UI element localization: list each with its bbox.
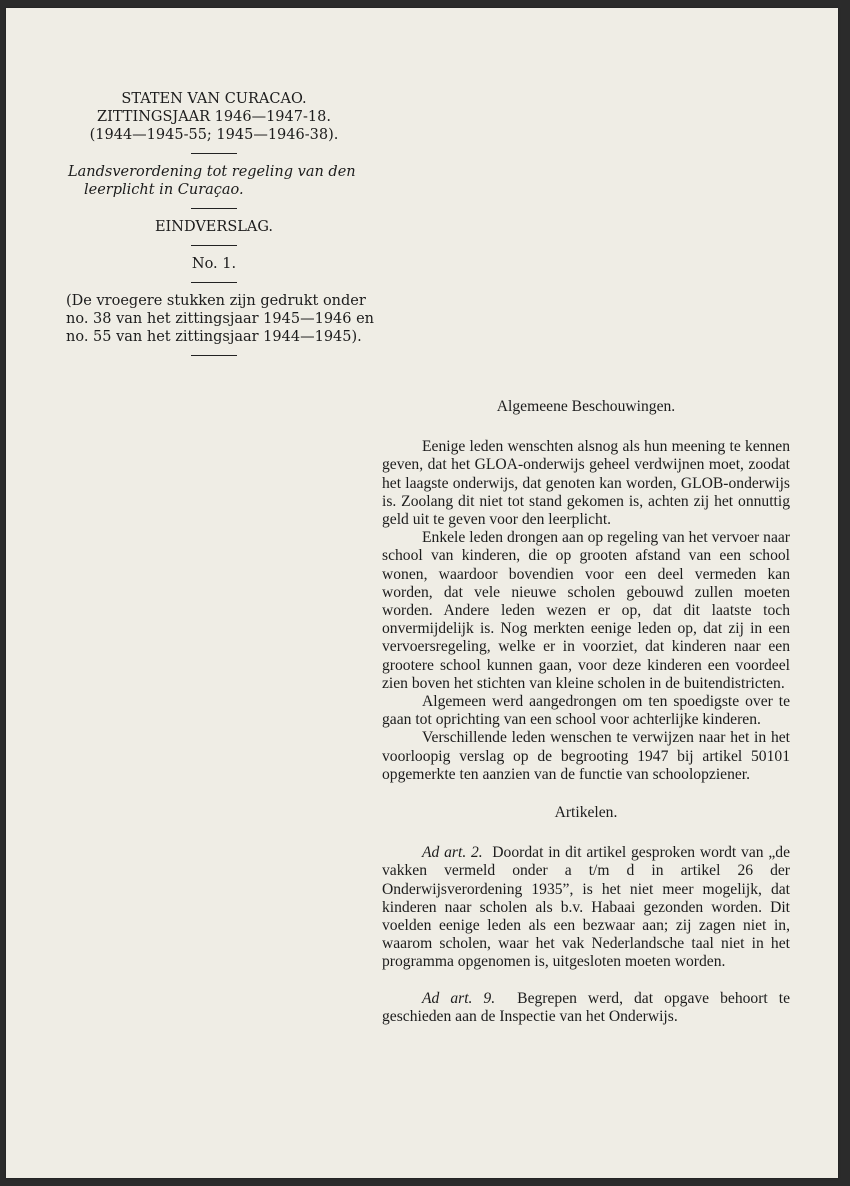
paragraph: Eenige leden wenschten alsnog als hun meening te kennen geven, dat het GLOA-onderwijs geheel verdwijnen moet, zoodat het laagste onderwijs, dat genoten kan worden, GLOB-onderwijs is. Zoolang dit niet tot stand gekomen is, achten zij het onnuttig geld uit te geven voor den leerplicht. — [382, 438, 790, 529]
subject-line: leerplicht in Curaçao. — [84, 182, 244, 198]
session-year: ZITTINGSJAAR 1946—1947-18. — [97, 109, 331, 125]
divider — [191, 153, 237, 154]
note-line: (De vroegere stukken zijn gedrukt onder — [66, 293, 366, 309]
divider — [191, 208, 237, 209]
header-block — [66, 90, 375, 365]
article-9-paragraph — [382, 990, 790, 1026]
document-number: No. 1. — [191, 256, 237, 272]
article-2-label: Ad art. 2. — [422, 844, 483, 862]
divider — [191, 355, 237, 356]
paragraph: Enkele leden drongen aan op regeling van het vervoer naar school van kinderen, die op grooten afstand van een school wonen, waardoor bovendien voor een deel vermeden kan worden, dat vele nieuwe scholen gebouwd zullen moeten worden. Andere leden wezen er op, dat dit laatste toch onvermijdelijk is. Nog merkten eenige leden op, dat zij in een vervoersregeling, welke er in voorziet, dat kinderen naar een grootere school kunnen gaan, voor deze kinderen een voordeel zien boven het stichten van kleine scholen in de buitendistricten. — [382, 529, 790, 692]
spacer — [382, 972, 790, 990]
paragraph: Algemeen werd aangedrongen om ten spoedigste over te gaan tot oprichting van een school voor achterlijke kinderen. — [382, 693, 790, 729]
ordinance-subject — [66, 163, 362, 199]
article-9-text: Begrepen werd, dat opgave behoort te geschieden aan de Inspectie van het Onderwijs. — [382, 989, 791, 1025]
divider — [191, 245, 237, 246]
paragraph: Verschillende leden wenschen te verwijzen naar het in het voorloopig verslag op de begrooting 1947 bij artikel 50101 opgemerkte ten aanzien van de functie van schoolopziener. — [382, 729, 790, 783]
previous-documents-note — [66, 292, 375, 346]
article-2-paragraph — [382, 844, 790, 971]
document-page — [6, 8, 838, 1178]
report-type: EINDVERSLAG. — [154, 219, 274, 235]
general-considerations-heading: Algemeene Beschouwingen. — [496, 398, 676, 415]
divider — [191, 282, 237, 283]
session-references: (1944—1945-55; 1945—1946-38). — [89, 127, 339, 143]
articles-heading: Artikelen. — [554, 804, 618, 822]
article-9-label: Ad art. 9. — [422, 989, 496, 1007]
note-line: no. 38 van het zittingsjaar 1945—1946 en — [66, 311, 375, 327]
assembly-title: STATEN VAN CURACAO. — [121, 91, 307, 107]
report-body — [382, 398, 790, 1026]
note-line: no. 55 van het zittingsjaar 1944—1945). — [66, 329, 362, 345]
subject-line: Landsverordening tot regeling van den — [68, 164, 356, 180]
article-2-text: Doordat in dit artikel gesproken wordt van „de vakken vermeld onder a t/m d in artikel 26 der Onderwijsverordening 1935”, is het niet meer mogelijk, dat kinderen naar scholen als b.v. Habaai gezonden worden. Dit voelden eenige leden als een bezwaar aan; zij zagen niet in, waarom scholen, waar het vak Nederlandsche taal niet in het programma opgenomen is, uitgesloten moeten worden. — [382, 844, 790, 971]
